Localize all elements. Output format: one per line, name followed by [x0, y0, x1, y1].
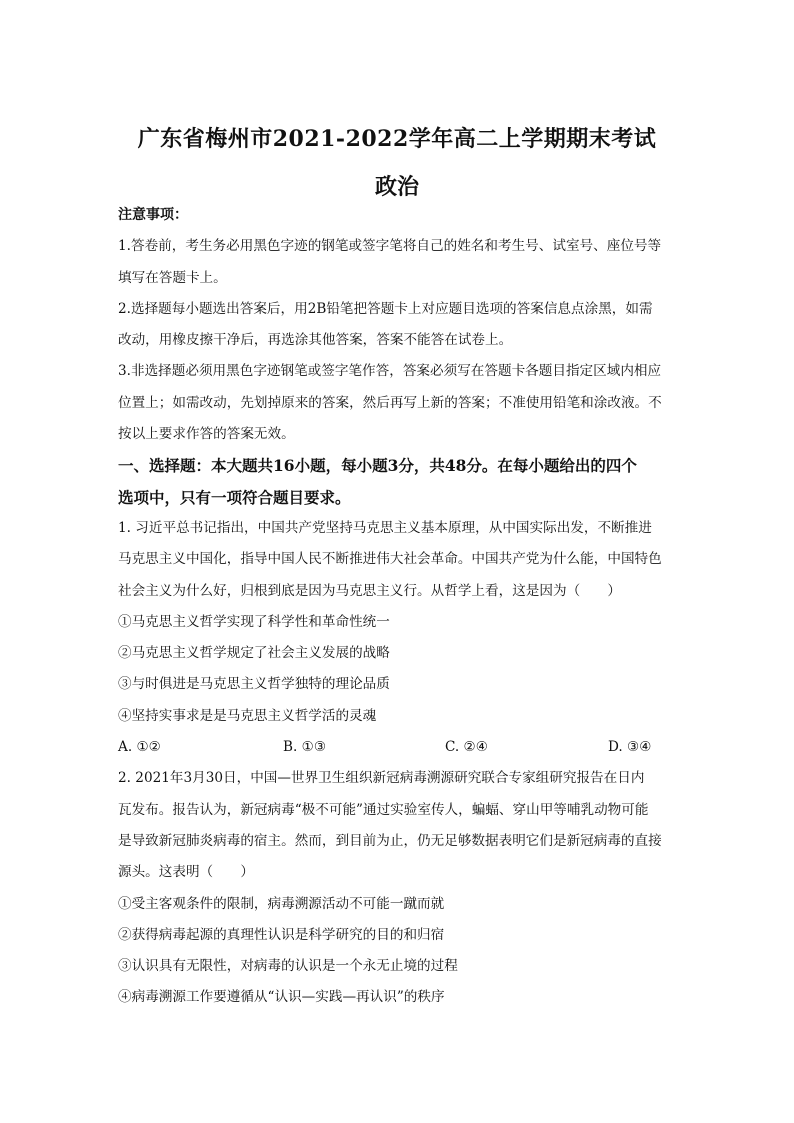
question-2-item: ②获得病毒起源的真理性认识是科学研究的目的和归宿	[118, 926, 445, 943]
option-b: B. ①③	[283, 739, 327, 756]
question-1-item: ③与时俱进是马克思主义哲学独特的理论品质	[118, 676, 390, 693]
question-2-item: ④病毒溯源工作要遵循从“认识—实践—再认识”的秩序	[118, 989, 445, 1006]
question-2-item: ③认识具有无限性，对病毒的认识是一个永无止境的过程	[118, 958, 458, 975]
question-1-stem: 1. 习近平总书记指出，中国共产党坚持马克思主义基本原理，从中国实际出发，不断推进	[118, 519, 652, 536]
question-1-item: ②马克思主义哲学规定了社会主义发展的战略	[118, 645, 390, 662]
notice-line: 位置上；如需改动，先划掉原来的答案，然后再写上新的答案；不准使用铅笔和涂改液。不	[118, 394, 662, 411]
section-heading: 选项中，只有一项符合题目要求。	[118, 487, 351, 507]
question-1-item: ①马克思主义哲学实现了科学性和革命性统一	[118, 613, 390, 630]
notice-line: 填写在答题卡上。	[118, 269, 227, 286]
question-2-stem: 2. 2021年3月30日，中国—世界卫生组织新冠病毒溯源研究联合专家组研究报告在日内	[118, 770, 645, 787]
notice-line: 改动，用橡皮擦干净后，再选涂其他答案，答案不能答在试卷上。	[118, 332, 513, 349]
notice-heading: 注意事项：	[118, 207, 188, 223]
question-1-stem: 社会主义为什么好，归根到底是因为马克思主义行。从哲学上看，这是因为（ ）	[118, 582, 621, 599]
option-d: D. ③④	[608, 739, 652, 756]
question-2-item: ①受主客观条件的限制，病毒溯源活动不可能一蹴而就	[118, 895, 445, 912]
question-2-stem: 源头。这表明（ ）	[118, 864, 254, 881]
question-2-stem: 是导致新冠肺炎病毒的宿主。然而，到目前为止，仍无足够数据表明它们是新冠病毒的直接	[118, 832, 662, 849]
notice-line: 2.选择题每小题选出答案后，用2B铅笔把答题卡上对应题目选项的答案信息点涂黑，如需	[118, 300, 653, 317]
question-1-options	[118, 732, 678, 763]
section-heading: 一、选择题：本大题共16小题，每小题3分，共48分。在每小题给出的四个	[118, 456, 637, 476]
document-body	[118, 200, 678, 1014]
notice-line: 1.答卷前，考生务必用黑色字迹的钢笔或签字笔将自己的姓名和考生号、试室号、座位号等	[118, 238, 662, 255]
notice-line: 3.非选择题必须用黑色字迹钢笔或签字笔作答，答案必须写在答题卡各题目指定区域内相应	[118, 363, 662, 380]
notice-line: 按以上要求作答的答案无效。	[118, 426, 295, 443]
exam-title: 广东省梅州市2021-2022学年高二上学期期末考试	[137, 126, 657, 152]
option-c: C. ②④	[445, 739, 488, 756]
question-2-stem: 瓦发布。报告认为，新冠病毒“极不可能”通过实验室传人，蝙蝠、穿山甲等哺乳动物可能	[118, 801, 649, 818]
question-1-item: ④坚持实事求是是马克思主义哲学活的灵魂	[118, 707, 377, 724]
option-a: A. ①②	[118, 739, 161, 756]
question-1-stem: 马克思主义中国化，指导中国人民不断推进伟大社会革命。中国共产党为什么能，中国特色	[118, 551, 662, 568]
exam-subject: 政治	[374, 174, 419, 200]
